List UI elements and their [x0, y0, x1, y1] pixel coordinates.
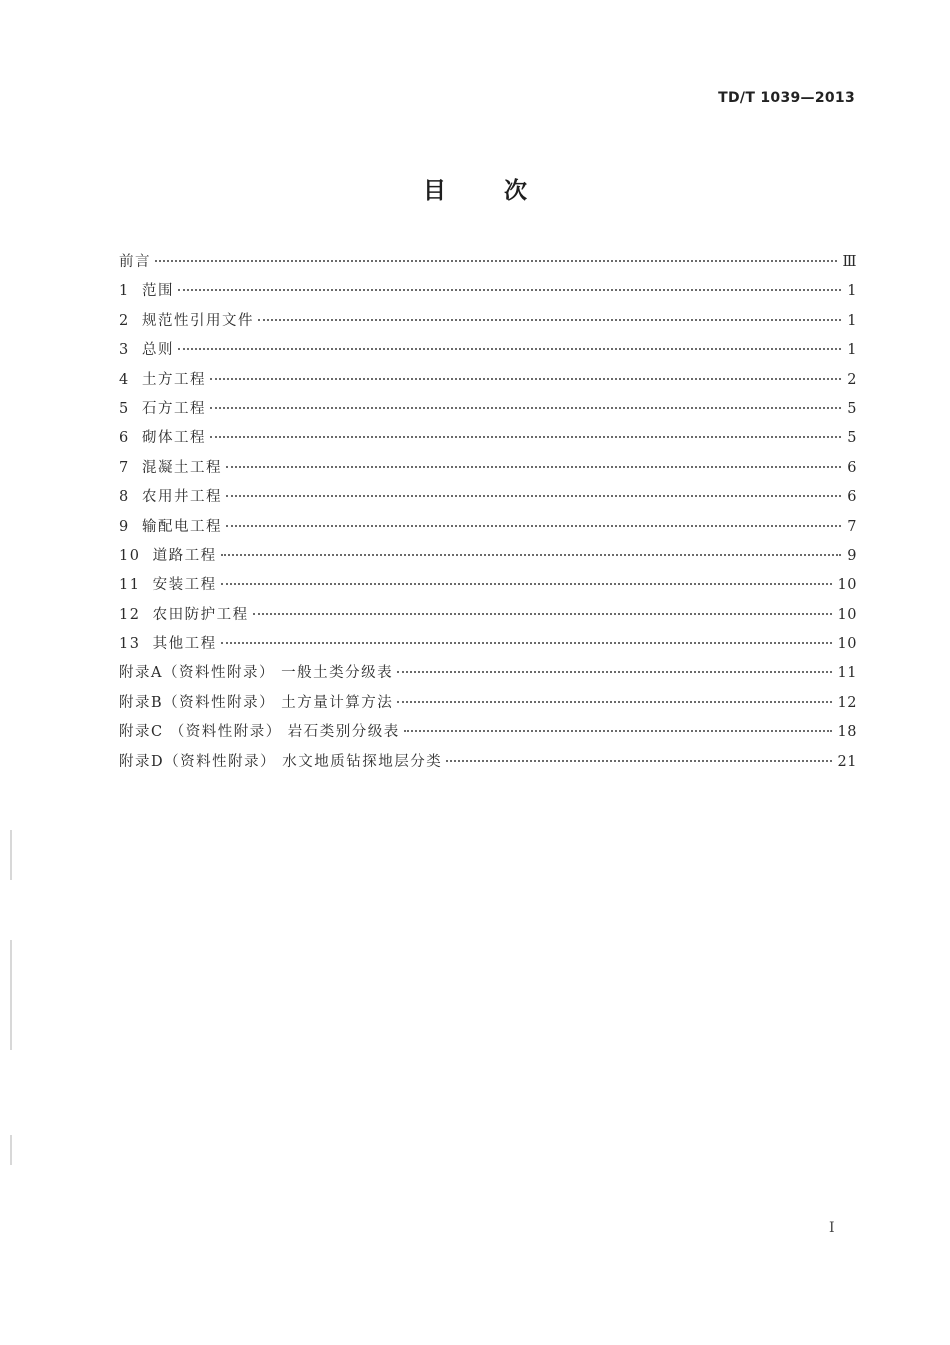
toc-entry-label: 13 其他工程: [119, 636, 217, 653]
dot-leader: [155, 260, 837, 262]
toc-entry-label: 11 安装工程: [119, 577, 217, 594]
dot-leader: [226, 495, 841, 497]
toc-entry-label: 附录B（资料性附录） 土方量计算方法: [119, 694, 394, 711]
toc-entry-label: 9 输配电工程: [119, 518, 222, 535]
scan-artifact: [10, 830, 12, 880]
dot-leader: [397, 701, 831, 703]
toc-entry-4[interactable]: [119, 366, 857, 395]
toc-entry-3[interactable]: [119, 336, 857, 365]
toc-entry-page: 1: [847, 283, 857, 300]
toc-entry-appendix-c[interactable]: [119, 718, 857, 747]
toc-entry-foreword[interactable]: [119, 248, 857, 277]
dot-leader: [221, 583, 832, 585]
dot-leader: [178, 289, 841, 291]
toc-entry-page: 18: [837, 724, 857, 741]
dot-leader: [397, 671, 831, 673]
toc-entry-page: 21: [837, 753, 857, 770]
toc-entry-label: 附录D（资料性附录） 水文地质钻探地层分类: [119, 753, 443, 770]
toc-entry-label: 8 农用井工程: [119, 489, 222, 506]
dot-leader: [210, 378, 841, 380]
toc-entry-2[interactable]: [119, 307, 857, 336]
toc-entry-page: 2: [847, 371, 857, 388]
dot-leader: [210, 436, 841, 438]
toc-entry-page: 6: [847, 489, 857, 506]
toc-entry-label: 10 道路工程: [119, 547, 217, 564]
document-code: TD/T 1039—2013: [718, 90, 855, 106]
dot-leader: [210, 407, 841, 409]
toc-entry-5[interactable]: [119, 395, 857, 424]
toc-entry-page: 11: [837, 665, 857, 682]
toc-entry-page: 10: [837, 577, 857, 594]
toc-entry-appendix-d[interactable]: [119, 748, 857, 777]
toc-entry-13[interactable]: [119, 630, 857, 659]
toc-entry-page: 1: [847, 342, 857, 359]
dot-leader: [221, 554, 842, 556]
scan-artifact: [10, 1135, 12, 1165]
toc-entry-9[interactable]: [119, 513, 857, 542]
toc-entry-11[interactable]: [119, 571, 857, 600]
toc-entry-page: 5: [847, 430, 857, 447]
dot-leader: [253, 613, 832, 615]
toc-entry-page: 12: [837, 694, 857, 711]
dot-leader: [258, 319, 841, 321]
toc-entry-12[interactable]: [119, 601, 857, 630]
dot-leader: [178, 348, 841, 350]
toc-entry-page: 7: [847, 518, 857, 535]
toc-entry-label: 7 混凝土工程: [119, 459, 222, 476]
page-number: I: [829, 1220, 835, 1236]
dot-leader: [226, 525, 841, 527]
toc-entry-10[interactable]: [119, 542, 857, 571]
toc-entry-label: 附录A（资料性附录） 一般土类分级表: [119, 665, 394, 682]
toc-entry-6[interactable]: [119, 424, 857, 453]
toc-entry-page: 10: [837, 606, 857, 623]
toc-entry-page: Ⅲ: [842, 254, 857, 270]
toc-entry-page: 5: [847, 400, 857, 417]
scan-artifact: [10, 940, 12, 1050]
page-title: 目次: [423, 178, 585, 204]
toc-entry-appendix-a[interactable]: [119, 659, 857, 688]
dot-leader: [446, 760, 831, 762]
toc-entry-label: 3 总则: [119, 342, 174, 359]
toc-entry-label: 前言: [119, 254, 151, 270]
table-of-contents: [119, 248, 857, 777]
dot-leader: [226, 466, 841, 468]
toc-entry-label: 12 农田防护工程: [119, 606, 249, 623]
toc-entry-page: 6: [847, 459, 857, 476]
toc-entry-label: 附录C （资料性附录） 岩石类别分级表: [119, 724, 400, 741]
toc-entry-1[interactable]: [119, 277, 857, 306]
dot-leader: [221, 642, 832, 644]
toc-entry-7[interactable]: [119, 454, 857, 483]
toc-entry-label: 6 砌体工程: [119, 430, 206, 447]
toc-entry-label: 5 石方工程: [119, 400, 206, 417]
toc-entry-appendix-b[interactable]: [119, 689, 857, 718]
toc-entry-label: 2 规范性引用文件: [119, 312, 254, 329]
dot-leader: [404, 730, 832, 732]
toc-entry-8[interactable]: [119, 483, 857, 512]
toc-entry-label: 4 土方工程: [119, 371, 206, 388]
toc-entry-page: 10: [837, 636, 857, 653]
toc-entry-page: 9: [847, 547, 857, 564]
toc-entry-page: 1: [847, 312, 857, 329]
toc-entry-label: 1 范围: [119, 283, 174, 300]
